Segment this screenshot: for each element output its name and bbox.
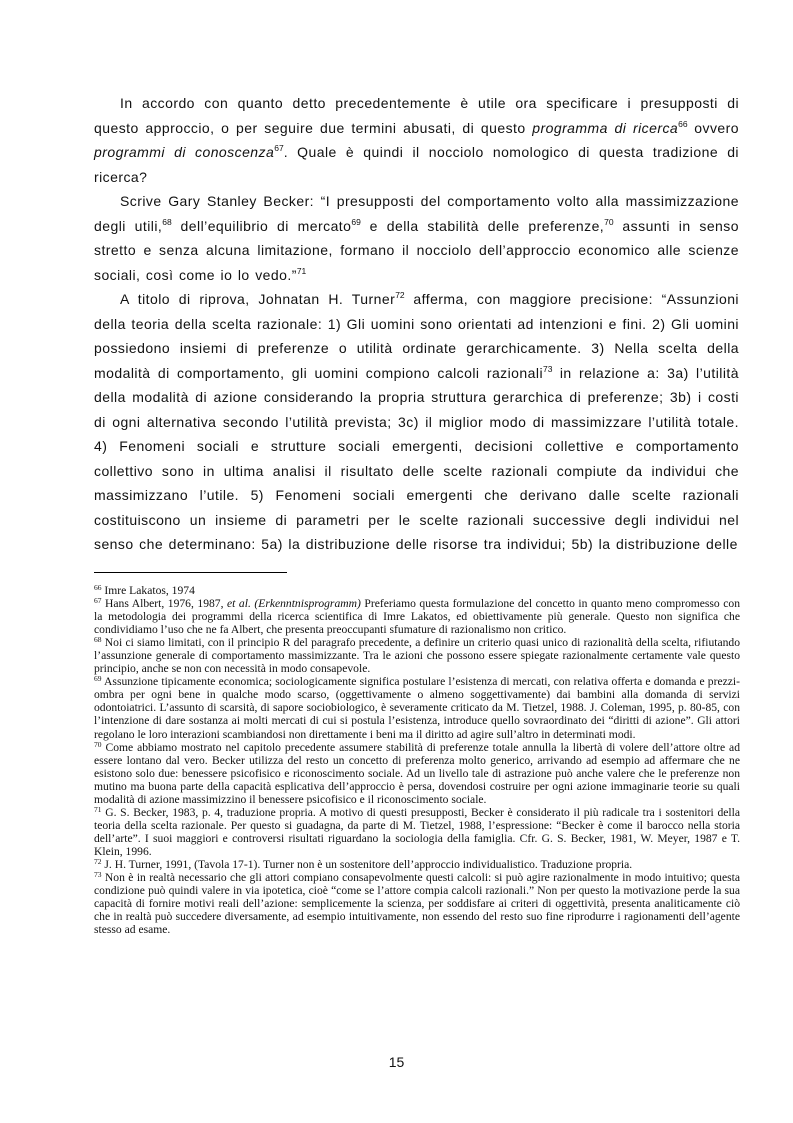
footnote-ref-69[interactable]: 69 xyxy=(351,216,361,227)
text-run: In accordo con quanto detto precedentemente è utile ora specificare i presupposti di questo approccio, o per seguire due termini abusati, di questo xyxy=(94,95,739,136)
footnote-ref-67[interactable]: 67 xyxy=(274,143,284,153)
footnote-separator xyxy=(94,572,287,573)
footnote-emphasis: et al. (Erkenntnisprogramm) xyxy=(227,597,361,611)
text-run: assunti in senso stretto e senza alcuna limitazione, formano il nocciolo dell’approccio economico alle scienze sociali, così come io lo vedo.” xyxy=(94,217,739,283)
footnote-69 xyxy=(94,675,740,740)
text-run: e della stabilità delle preferenze, xyxy=(360,217,605,234)
footnote-66 xyxy=(94,584,740,597)
text-run: A titolo di riprova, Johnatan H. Turner xyxy=(120,291,396,307)
footnote-text: G. S. Becker, 1983, p. 4, traduzione propria. A motivo di questi presupposti, Becker è considerato il più radicale tra i sostenitori della teoria della scelta razionale. Per questo si guadagna, da parte di M. Tietzel, 1988, l’espressione: “Becker è come il barocco nella storia dell’arte”. I suoi maggiori e controversi risultati riguardano la sociologia della famiglia. Cfr. G. S. Becker, 1981, W. Meyer, 1987 e T. Klein, 1996. xyxy=(94,805,740,858)
paragraph-2 xyxy=(94,189,739,287)
footnote-text: Preferiamo questa formulazione del concetto in quanto meno compromesso con la metodologia dei programmi della ricerca scientifica di Imre Lakatos, ed obiettivamente più generale. Questo non significa che condividiamo l’uso che ne fa Albert, che presenta preoccupanti sfumature di razionalismo non critico. xyxy=(94,597,740,637)
footnote-text: Come abbiamo mostrato nel capitolo precedente assumere stabilità di preferenze totale annulla la libertà di volere dell’attore oltre ad essere lontano dal vero. Becker utilizza del resto un concetto di preferenza molto generico, arrivando ad esempio ad affermare che ne esistono solo due: benessere psicofisico e riconoscimento sociale. Ad un livello tale di astrazione può anche valere che le preferenze non mutino ma buona parte della capacità esplicativa dell’approccio è persa, dovendosi costruire per ogni azione immaginarie teorie su quali modalità di azione massimizzino il benessere psicofisico e il riconoscimento sociale. xyxy=(94,740,740,806)
text-run: in relazione a: 3a) l’utilità della modalità di azione considerando la propria struttura gerarchica di preferenze; 3b) i costi di ogni alternativa secondo l’utilità prevista; 3c) il miglior modo di massimizzare l’utilità totale. 4) Fenomeni sociali e strutture sociali emergenti, decisioni collettive e comportamento collettivo sono in ultima analisi il risultato delle scelte razionali compiute da individui che massimizzano l’utile. 5) Fenomeni sociali emergenti che derivano dalle scelte razionali costituiscono un insieme di parametri per le scelte razionali successive degli individui nel senso che determinano: 5a) la distribuzione delle risorse tra individui; 5b) la distribuzione delle xyxy=(94,364,739,552)
footnote-number: 73 xyxy=(94,870,102,880)
footnote-text: Noi ci siamo limitati, con il principio R del paragrafo precedente, a definire un criterio quasi unico di razionalità della scelta, rifiutando l’assunzione generale di comportamento massimizzante. Tra le azioni che possono essere spiegate razionalmente certamente vale questo principio, anche se non con necessità in modo consapevole. xyxy=(94,636,740,676)
emphasis-run: programmi di conoscenza xyxy=(94,144,275,160)
footnote-72 xyxy=(94,858,740,871)
footnote-number: 67 xyxy=(94,596,102,606)
footnote-ref-72[interactable]: 72 xyxy=(395,290,405,300)
footnote-number: 69 xyxy=(94,674,102,684)
emphasis-run: programma di ricerca xyxy=(532,119,679,136)
footnote-text: Assunzione tipicamente economica; sociologicamente significa postulare l’esistenza di mercati, con relativa offerta e domanda e prezzi-ombra per ogni bene in qualche modo scarso, (oggettivamente o almeno soggettivamente) dai bambini alla domanda di servizi odontoiatrici. L’assunto di scarsità, di sapore sociobiologico, è severamente criticato da M. Tietzel, 1988. J. Coleman, 1995, p. 80-85, con l’intenzione di dare sostanza ai molti mercati di cui si postula l’esistenza, introduce quello sovraordinato dei “diritti di azione”. Gli attori regolano le loro interazioni scambiandosi non direttamente i beni ma il diritto ad agire sull’altro in determinati modi. xyxy=(94,675,740,741)
footnote-number: 66 xyxy=(94,583,102,592)
footnote-text: J. H. Turner, 1991, (Tavola 17-1). Turner non è un sostenitore dell’approccio individualistico. Traduzione propria. xyxy=(101,857,633,871)
footnote-73 xyxy=(94,871,740,936)
footnote-70 xyxy=(94,741,740,806)
footnote-68 xyxy=(94,636,740,675)
footnote-text: Non è in realtà necessario che gli attori compiano consapevolmente questi calcoli: si può agire razionalmente in modo intuitivo; questa condizione può quindi valere in via ipotetica, cioè “come se l’attore compia calcoli razionali.” Non per questo la motivazione perde la sua capacità di fornire motivi reali dell’azione: semplicemente la scienza, per soddisfare ai criteri di oggettività, presenta analiticamente ciò che in realtà può succedere diversamente, ad esempio intuitivamente, non essendo del resto suo fine riprodurre i ragionamenti dell’agente stesso ad esame. xyxy=(94,871,740,937)
text-run: afferma, con maggiore precisione: “Assunzioni della teoria della scelta razionale: 1) Gli uomini sono orientati ad intenzioni e fini. 2) Gli uomini possiedono insiemi di preferenze o utilità ordinate gerarchicamente. 3) Nella scelta della modalità di comportamento, gli uomini compiono calcoli razionali xyxy=(94,291,739,381)
footnote-ref-68[interactable]: 68 xyxy=(162,216,172,227)
text-run: ovvero xyxy=(687,119,739,136)
footnotes-section xyxy=(94,584,740,936)
footnote-number: 71 xyxy=(94,804,102,814)
footnote-number: 72 xyxy=(94,856,102,866)
footnote-ref-70[interactable]: 70 xyxy=(604,216,614,227)
footnote-67 xyxy=(94,597,740,636)
footnote-ref-66[interactable]: 66 xyxy=(678,118,688,129)
text-run: dell’equilibrio di mercato xyxy=(171,217,352,234)
text-run: . Quale è quindi il nocciolo nomologico di questa tradizione di ricerca? xyxy=(94,144,739,185)
footnote-text: Imre Lakatos, 1974 xyxy=(101,584,195,597)
footnote-text: Hans Albert, 1976, 1987, xyxy=(101,597,228,611)
paragraph-3 xyxy=(94,287,739,557)
footnote-ref-73[interactable]: 73 xyxy=(543,363,553,374)
footnote-number: 68 xyxy=(94,635,102,645)
footnote-number: 70 xyxy=(94,739,102,749)
body-text xyxy=(94,91,739,557)
paragraph-1 xyxy=(94,91,739,189)
page-number: 15 xyxy=(388,1054,405,1070)
footnote-71 xyxy=(94,806,740,858)
text-run: Scrive Gary Stanley Becker: “I presupposti del comportamento volto alla massimizzazione degli utili, xyxy=(94,193,739,234)
footnote-ref-71[interactable]: 71 xyxy=(296,265,307,276)
